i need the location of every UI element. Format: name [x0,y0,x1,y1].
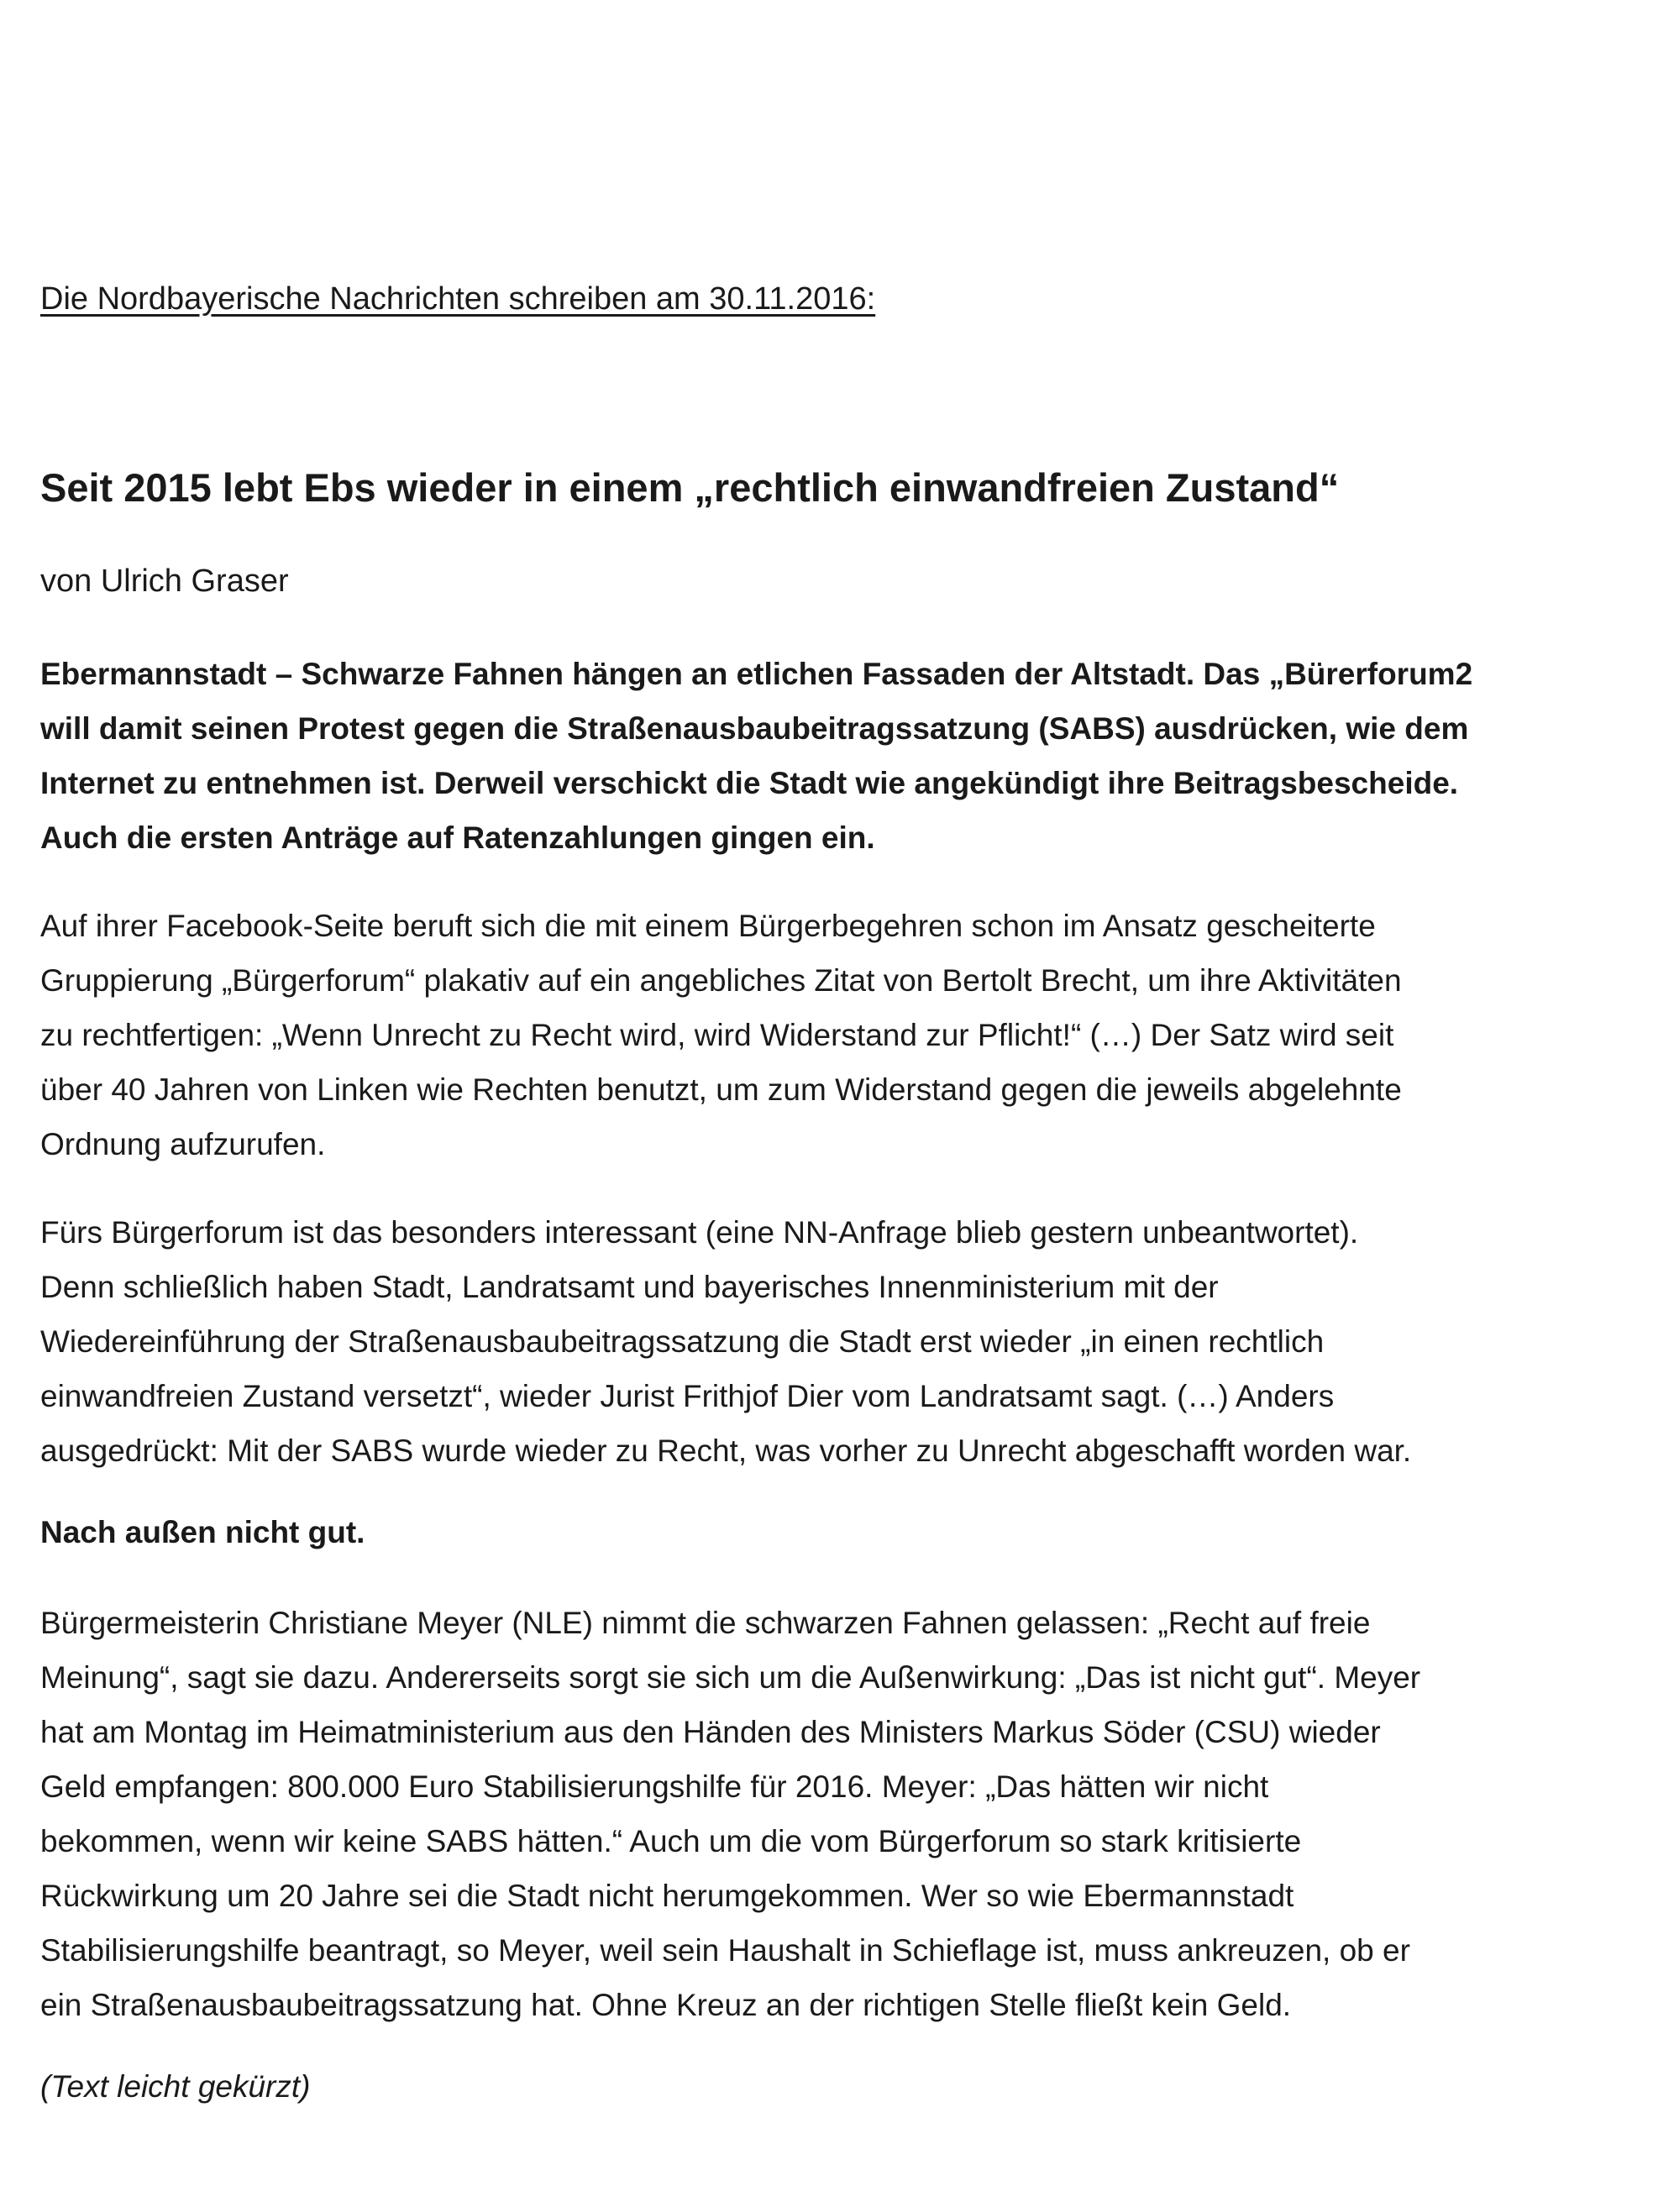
text-line: bekommen, wenn wir keine SABS hätten.“ Auch um die vom Bürgerforum so stark kritisierte [40,1824,1302,1858]
text-line: Stabilisierungshilfe beantragt, so Meyer, weil sein Haushalt in Schieflage ist, muss ankreuzen, ob er [40,1933,1410,1968]
text-line: Internet zu entnehmen ist. Derweil verschickt die Stadt wie angekündigt ihre Beitragsbescheide. [40,766,1459,800]
body-paragraph-1 [40,899,1636,1172]
text-line: Geld empfangen: 800.000 Euro Stabilisierungshilfe für 2016. Meyer: „Das hätten wir nicht [40,1769,1269,1804]
text-line: einwandfreien Zustand versetzt“, wieder Jurist Frithjof Dier vom Landratsamt sagt. (…) Anders [40,1379,1335,1413]
text-line: Gruppierung „Bürgerforum“ plakativ auf ein angebliches Zitat von Bertolt Brecht, um ihre Aktivitäten [40,963,1402,998]
text-line: ein Straßenausbaubeitragssatzung hat. Ohne Kreuz an der richtigen Stelle fließt kein Geld. [40,1988,1292,2022]
text-line: ausgedrückt: Mit der SABS wurde wieder zu Recht, was vorher zu Unrecht abgeschafft worden war. [40,1434,1412,1468]
article-headline: Seit 2015 lebt Ebs wieder in einem „rechtlich einwandfreien Zustand“ [40,465,1340,510]
body-paragraph-3 [40,1596,1636,2032]
text-line: Auch die ersten Anträge auf Ratenzahlungen gingen ein. [40,820,875,855]
text-line: Wiedereinführung der Straßenausbaubeitragssatzung die Stadt erst wieder „in einen rechtlich [40,1324,1325,1359]
intro-line: Die Nordbayerische Nachrichten schreiben am 30.11.2016: [40,281,876,317]
text-line: Bürgermeisterin Christiane Meyer (NLE) nimmt die schwarzen Fahnen gelassen: „Recht auf freie [40,1606,1371,1640]
section-subheading: Nach außen nicht gut. [40,1515,365,1549]
text-line: Fürs Bürgerforum ist das besonders interessant (eine NN-Anfrage blieb gestern unbeantwortet). [40,1215,1359,1250]
text-line: will damit seinen Protest gegen die Straßenausbaubeitragssatzung (SABS) ausdrücken, wie dem [40,711,1469,746]
text-line: Ebermannstadt – Schwarze Fahnen hängen an etlichen Fassaden der Altstadt. Das „Bürerforum2 [40,657,1473,691]
text-line: Ordnung aufzurufen. [40,1127,326,1161]
text-line: hat am Montag im Heimatministerium aus den Händen des Ministers Markus Söder (CSU) wieder [40,1715,1381,1749]
lead-paragraph [40,647,1636,865]
text-line: Denn schließlich haben Stadt, Landratsamt und bayerisches Innenministerium mit der [40,1270,1219,1304]
article-byline: von Ulrich Graser [40,563,289,599]
body-paragraph-2 [40,1205,1636,1478]
text-line: Rückwirkung um 20 Jahre sei die Stadt nicht herumgekommen. Wer so wie Ebermannstadt [40,1879,1294,1913]
text-line: Meinung“, sagt sie dazu. Andererseits sorgt sie sich um die Außenwirkung: „Das ist nicht gut“. Meyer [40,1660,1421,1695]
text-line: Auf ihrer Facebook-Seite beruft sich die mit einem Bürgerbegehren schon im Ansatz gescheiterte [40,909,1376,943]
text-line: über 40 Jahren von Linken wie Rechten benutzt, um zum Widerstand gegen die jeweils abgelehnte [40,1072,1402,1107]
abridgement-note: (Text leicht gekürzt) [40,2069,311,2104]
text-line: zu rechtfertigen: „Wenn Unrecht zu Recht wird, wird Widerstand zur Pflicht!“ (…) Der Satz wird seit [40,1018,1394,1052]
